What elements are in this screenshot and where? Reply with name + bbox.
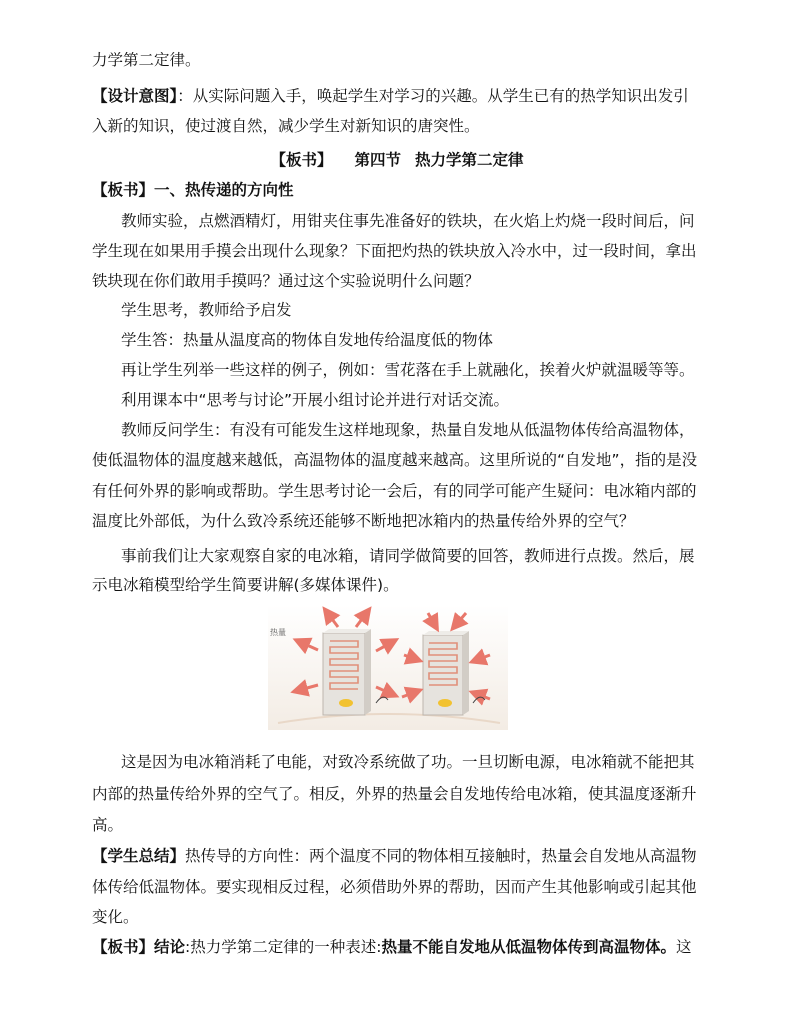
paragraph-7-line-2: 示电冰箱模型给学生简要讲解(多媒体课件)。 [92, 576, 399, 594]
summary-line-2: 体传给低温物体。要实现相反过程，必须借助外界的帮助，因而产生其他影响或引起其他 [92, 878, 697, 896]
subheading-text: 一、热传递的方向性 [154, 181, 294, 199]
conclusion-prefix: 结论 [154, 938, 186, 956]
paragraph-6-line-2: 使低温物体的温度越来越低，高温物体的温度越来越高。这里所说的“自发地”，指的是没 [92, 451, 698, 469]
paragraph-3: 学生答：热量从温度高的物体自发地传给温度低的物体 [121, 331, 494, 349]
subheading [92, 180, 294, 200]
conclusion-statement: 热量不能自发地从低温物体传到高温物体。 [381, 938, 676, 956]
right-fridge [423, 631, 469, 715]
paragraph-1-line-3: 铁块现在你们敢用手摸吗？通过这个实验说明什么问题？ [92, 272, 480, 290]
conclusion-tail: 这 [676, 938, 692, 956]
paragraph-1-line-1: 教师实验，点燃酒精灯，用钳夹住事先准备好的铁块，在火焰上灼烧一段时间后，问 [121, 212, 695, 230]
conclusion-label: 【板书】 [92, 938, 155, 956]
section-heading-label: 【板书】 [270, 151, 333, 169]
paragraph-6-line-4: 温度比外部低，为什么致冷系统还能够不断地把冰箱内的热量传给外界的空气？ [92, 512, 635, 530]
paragraph-5: 利用课本中“思考与讨论”开展小组讨论并进行对话交流。 [121, 391, 510, 409]
summary-line-1 [92, 846, 697, 866]
paragraph-8-line-2: 内部的热量传给外界的空气了。相反，外界的热量会自发地传给电冰箱，使其温度逐渐升 [92, 785, 697, 803]
conclusion-line [92, 937, 692, 957]
design-intent-line-2: 入新的知识，使过渡自然，减少学生对新知识的唐突性。 [92, 117, 480, 135]
design-intent-label: 【设计意图】 [92, 87, 178, 105]
conclusion-mid: :热力学第二定律的一种表述: [185, 938, 382, 956]
paragraph-2: 学生思考，教师给予启发 [121, 301, 292, 319]
design-intent-line-1 [92, 86, 689, 106]
section-title: 热力学第二定律 [415, 151, 524, 169]
refrigerator-heat-figure [268, 605, 508, 730]
paragraph-6-line-1: 教师反问学生：有没有可能发生这样地现象，热量自发地从低温物体传给高温物体， [121, 421, 695, 439]
paragraph-4: 再让学生列举一些这样的例子，例如：雪花落在手上就融化，挨着火炉就温暖等等。 [121, 361, 695, 379]
section-number: 第四节 [354, 151, 401, 169]
subheading-label: 【板书】 [92, 181, 155, 199]
paragraph-1-line-2: 学生现在如果用手摸会出现什么现象？下面把灼热的铁块放入冷水中，过一段时间，拿出 [92, 242, 697, 260]
paragraph-8-line-1: 这是因为电冰箱消耗了电能，对致冷系统做了功。一旦切断电源，电冰箱就不能把其 [121, 753, 695, 771]
paragraph-8-line-3: 高。 [92, 816, 124, 834]
summary-line-3: 变化。 [92, 908, 139, 926]
paragraph-7-line-1: 事前我们让大家观察自家的电冰箱，请同学做简要的回答，教师进行点拨。然后，展 [121, 547, 695, 565]
section-heading [0, 148, 794, 170]
summary-text-1: 热传导的方向性：两个温度不同的物体相互接触时，热量会自发地从高温物 [185, 847, 697, 865]
paragraph-6-line-3: 有任何外界的影响或帮助。学生思考讨论一会后，有的同学可能产生疑问：电冰箱内部的 [92, 482, 697, 500]
left-fridge [323, 629, 371, 715]
figure-background [268, 605, 508, 730]
summary-label: 【学生总结】 [92, 847, 186, 865]
design-intent-text-1: ：从实际问题入手，唤起学生对学习的兴趣。从学生已有的热学知识出发引 [177, 87, 689, 105]
intro-tail: 力学第二定律。 [92, 51, 201, 69]
figure-heat-label: 热量 [270, 628, 286, 637]
